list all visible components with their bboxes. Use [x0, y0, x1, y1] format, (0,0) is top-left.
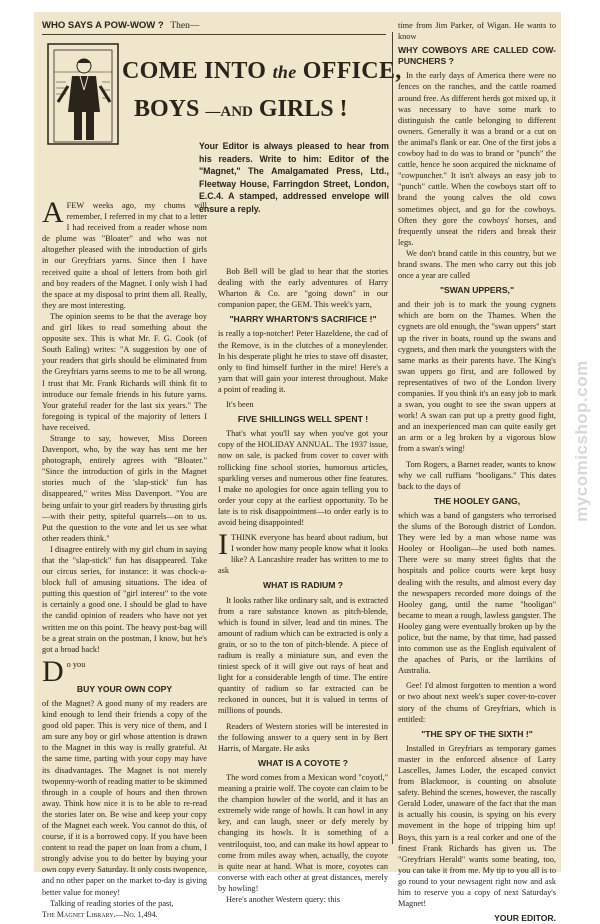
header-rule: [42, 34, 386, 35]
paragraph: In the early days of America there were no fences on the ranches, and the cattle roamed around free. As different herds got mixed up, it was necessary to have some mark to distinguish the cattle belonging to different owners. Generally it was a brand or a cut on the animal's flank or ear. One of the first jobs a cowboy had to do was to brand or "punch" the cattle, hence he soon acquired the nickname of "cowpuncher." It isn't always an easy job to "punch" cattle. When the cowboys start off to brand the young calves the old cows sometimes object, and go for the cowboys. Often they gore the cowboys' horses, and frequently unseat the riders and break their legs.: [398, 71, 556, 247]
paragraph: We don't brand cattle in this country, but we brand swans. The men who carry out this job once a year are called: [398, 248, 556, 281]
paragraph: Gee! I'd almost forgotten to mention a word or two about next week's super cover-to-cover story of the chums of Greyfriars, which is entitled:: [398, 681, 556, 724]
subheading: BUY YOUR OWN COPY: [76, 683, 173, 694]
subheading: WHAT IS RADIUM ?: [262, 580, 344, 591]
drop-cap: I: [218, 528, 228, 562]
paragraph: ITHINK everyone has heard about radium, but I wonder how many people know what it looks like? A Lancashire reader has written to me to ask: [218, 528, 388, 576]
paragraph: Here's another Western query: this: [226, 894, 341, 904]
intro-notice: Your Editor is always pleased to hear from his readers. Write to him: Editor of the "Magnet," The Amalgamated Press, Ltd., Fleetway House, Farringdon Street, London, E.C.4. A stamped, addressed envelope will ensure a reply.: [199, 141, 389, 214]
headline-line1: COME INTO the OFFICE,: [122, 58, 402, 84]
paragraph: of the Magnet? A good many of my readers are kind enough to lend their friends a copy of the good old paper. This is very nice of them, and I am sure any boy or girl whose attention is drawn to the Magnet in this way is really grateful. At the same time, parting with your copy may have its disadvantages. The Magnet is not merely twopenny-worth of reading matter to be skimmed through in a couple of hours and then thrown away. Think how nice it is to be able to re-read the stories later on. Be wise and keep your copy of the Magnet each week. You cannot do this, of course, if it is a borrowed copy. If you have been content to read the paper on loan from a chum, I strongly advise you to do better by buying your own copy every Saturday. It only costs twopence, and no other paper on the market to-day is giving better value for money!: [42, 698, 207, 897]
paragraph: which was a band of gangsters who terrorised the slums of the Borough district of London. They were led by a man whose name was Hooley or Hooligan—he used both names. There were so many street fights that the hospitals and police courts were kept busy dealing with the results, and almost every day the newspapers recorded more doings of the Hooley gang, until the name "hooligan" became to mean a rough, lawless gangster. The Hooley gang were eventually broken up by the police, but the name, by that time, had passed into common use as the English equivalent of the apaches of Paris, or the larrikins of Australia.: [398, 510, 556, 676]
paragraph: Readers of Western stories will be interested in the following answer to a query sent in by Bert Harris, of Margate. He asks: [218, 721, 388, 753]
subheading: THE HOOLEY GANG,: [433, 495, 521, 506]
paragraph: I disagree entirely with my girl chum in saying that the "slap-stick" fun has disappeared. Take our circus series, for instance: it was chock-a-block full of amusing situations. The idea of putting this question of "girl interest" to the vote is certainly a good one. I should be glad to have the candid opinion of readers who have not yet written me on this point. The heavy post-bag will be a great strain on the postman, I know, but he's got a broad back!: [42, 544, 207, 654]
page-footer: The Magnet Library.—No. 1,494.: [42, 909, 158, 919]
column-2: [218, 266, 388, 905]
paragraph: It looks rather like ordinary salt, and is extracted from a rare substance known as pitch-blende, which is found in silver, lead and tin mines. The amount of radium which can be extracted is only a grain, or so to the ton of pitch-blende. A piece of radium is really a miniature sun, and even the tiniest speck of it will give out rays of heat and light for a considerable length of time. The entire quantity of radium so far extracted can be reckoned in ounces, but it is valued in terms of millions of pounds.: [218, 595, 388, 716]
running-head-then: Then—: [170, 21, 200, 31]
running-head: [42, 20, 199, 31]
paragraph: Tom Rogers, a Barnet reader, wants to know why we call ruffians "hooligans." This dates back to the days of: [398, 459, 556, 491]
paragraph: Talking of reading stories of the past,: [50, 898, 174, 908]
watermark: mycomicshop.com: [572, 359, 591, 522]
subheading: FIVE SHILLINGS WELL SPENT !: [237, 414, 369, 425]
column-rule: [392, 32, 393, 844]
drop-cap: D: [42, 654, 64, 688]
paragraph: The word comes from a Mexican word "coyotl," meaning a prairie wolf. The coyote can claim to be the champion howler of the world, and it has an extremely wide range of howls. It can howl in any key, and can laugh, sneer or defy merely by changing its howls. It is something of a ventriloquist, too, and can make its howl appear to come from miles away when, actually, the coyote is quite near at hand. What is more, coyotes can converse with each other at great distances, merely by howling!: [218, 772, 388, 893]
column-3: [398, 20, 556, 924]
paragraph: It's been: [226, 400, 254, 410]
paragraph: Strange to say, however, Miss Doreen Davenport, who, by the way has sent me her photograph, entirely agrees with "Bloater." "Since the introduction of girls in the Magnet stories much of the 'slap-stick' fun has disappeared," writes Miss Davenport. "You are being unfair to your girl readers by thrusting girls—with their petty, spiteful quarrels—on to us. Put the question to the vote and let us see what other readers think.": [42, 433, 207, 543]
paragraph: That's what you'll say when you've got your copy of the HOLIDAY ANNUAL. The 1937 issue, now on sale, is packed from cover to cover with rollicking fine school stories, humorous articles, sparkling verses and numerous other fine features. I make no apologies for once again telling you to order your copy at the earliest opportunity. To be late is to risk disappointment—to order early is to avoid being disappointed!: [218, 429, 388, 527]
drop-cap: A: [42, 196, 64, 229]
editor-signature: YOUR EDITOR.: [494, 913, 556, 924]
running-head-text: WHO SAYS A POW-WOW ?: [42, 20, 164, 31]
paragraph: time from Jim Parker, of Wigan. He wants to know: [398, 21, 556, 42]
headline-line2: BOYS —AND GIRLS !: [134, 96, 348, 122]
subheading: WHAT IS A COYOTE ?: [258, 757, 348, 768]
paragraph: AFEW weeks ago, my chums will remember, I referred in my chat to a letter I had received from a reader whose nom de plume was "Bloater" and who was not altogether pleased with the introduction of girls in our Greyfriars yarns. Since then I have received quite a shoal of letters from both girl and boy readers of the Magnet. I only wish I had the space at my disposal to print them all. Really, they are most interesting.: [42, 196, 207, 310]
paragraph: The opinion seems to be that the average boy and girl likes to read something about the opposite sex. This is what Mr. F. G. Cook (of South Ealing) writes: "A suggestion by one of your readers that girls should be eliminated from the Greyfriars yarns seems to me to be all wrong. I trust that Mr. Frank Richards will think fit to introduce our female friends in his future yarns. Your grateful reader for the last six years." The foregoing is typical of the majority of letters I have received.: [42, 311, 207, 432]
subheading: "HARRY WHARTON'S SACRIFICE !": [229, 314, 377, 325]
paragraph: Bob Bell will be glad to hear that the stories dealing with the early adventures of Harry Wharton & Co. are "going down" in our companion paper, the GEM. This week's yarn,: [218, 267, 388, 310]
paragraph: is really a top-notcher! Peter Hazeldene, the cad of the Remove, is in the clutches of a moneylender. In his desperate plight he tries to stave off disaster, only to find himself further in the mire! Here's a yarn that will gain your interest throughout. Make a point of reading it.: [218, 329, 388, 394]
paragraph: Installed in Greyfriars as temporary games master in the enforced absence of Larry Lascelles, James Loder, the escaped convict from Blackmoor, is counting on absolute safety. Behind the scenes, however, the rascally Gerald Loder, unaware of the fact that the man is actually his cousin, is spying on his every movement in the hope of tripping him up! Boys, this yarn is a real corker and one of the finest Frank Richards has given us. The "Greyfriars Herald" wants some beating, too, you can take it from me. My tip to you all is to go round to your newsagent right now and ask him to reserve you a copy of next Saturday's Magnet!: [398, 743, 556, 909]
magazine-page: [34, 12, 561, 924]
subheading: "THE SPY OF THE SIXTH !": [421, 728, 533, 739]
paragraph: Do you: [42, 654, 86, 688]
paragraph: and their job is to mark the young cygnets which are born on the Thames. When the cygnets are old enough, the "swan uppers" start up the river in boats, round up the swans and cygnets, and then mark the youngsters with the same marks as their parents have. The King's swan uppers go first, and are followed by representatives of two of the London livery companies. If you think it's an easy job to mark a swan, you ought to see the swan uppers at work! A swan can put up a pretty good fight, and an inexperienced man can quite easily get an arm or a leg broken by a vigorous blow from a swan's wing!: [398, 300, 556, 454]
subheading: "SWAN UPPERS,": [439, 285, 515, 296]
subheading: WHY COWBOYS ARE CALLED COW-PUNCHERS ?: [398, 45, 556, 67]
column-1: [42, 196, 207, 920]
